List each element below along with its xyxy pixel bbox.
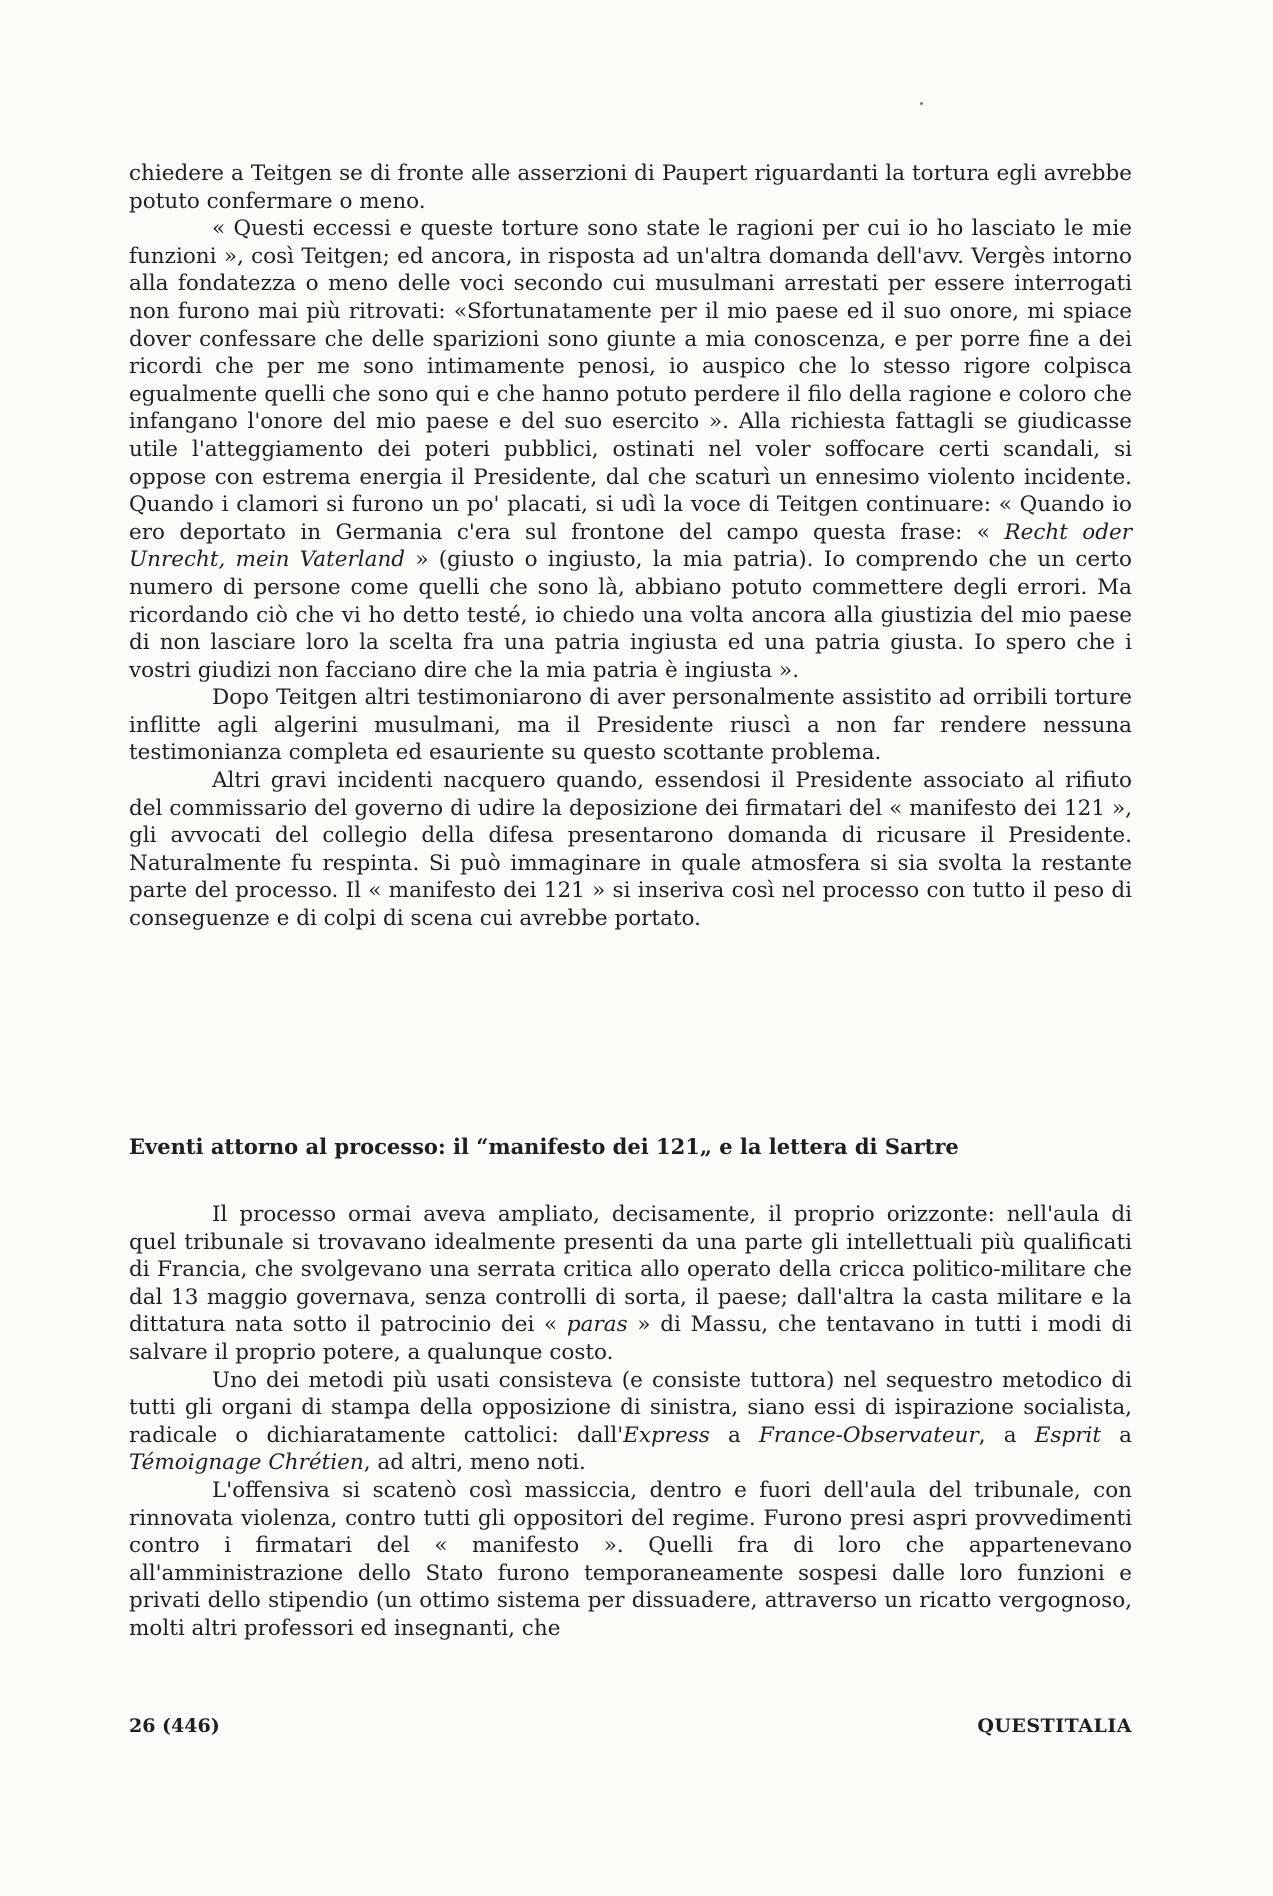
paragraph [129, 1367, 1132, 1477]
italic-run: paras [566, 1312, 628, 1338]
body-text-top [129, 160, 1132, 933]
italic-run: Recht oder Unrecht, mein Vaterland [129, 519, 1132, 573]
text-run: a [709, 1422, 759, 1448]
text-run: , ad altri, meno noti. [363, 1450, 586, 1476]
journal-name: QUESTITALIA [977, 1715, 1132, 1737]
paragraph [129, 1201, 1132, 1367]
text-run: » di Massu, che tentavano in tutti i modi di salvare il proprio potere, a qualunque costo. [129, 1312, 1133, 1365]
text-run: Il processo ormai aveva ampliato, decisamente, il proprio orizzonte: nell'aula di quel tribunale si trovavano idealmente presenti da una parte gli intellettuali più qualificati di Francia, che svolgevano una serrata critica allo operato della cricca politico-militare che dal 13 maggio governava, senza controlli di sorta, il paese; dall'altra la casta militare e la dittatura nata sotto il patrocinio dei « [129, 1202, 1132, 1338]
section-heading: Eventi attorno al processo: il “manifesto dei 121„ e la lettera di Sartre [129, 1134, 959, 1159]
paragraph [129, 215, 1132, 684]
paragraph [129, 160, 1132, 215]
italic-run: France-Observateur [758, 1422, 979, 1448]
text-run: a [1101, 1422, 1132, 1448]
italic-run: Express [623, 1422, 710, 1448]
italic-run: Témoignage Chrétien [129, 1450, 364, 1476]
paragraph [129, 1477, 1132, 1643]
paragraph [129, 684, 1132, 767]
text-run: » (giusto o ingiusto, la mia patria). Io comprendo che un certo numero di persone come quelli che sono là, abbiano potuto commettere degli errori. Ma ricordando ciò che vi ho detto testé, io chiedo una volta ancora alla giustizia del mio paese di non lasciare loro la scelta fra una patria ingiusta ed una patria giusta. Io spero che i vostri giudizi non facciano dire che la mia patria è ingiusta ». [129, 547, 1132, 683]
paragraph [129, 767, 1132, 933]
text-run: L'offensiva si scatenò così massiccia, dentro e fuori dell'aula del tribunale, con rinnovata violenza, contro tutti gli oppositori del regime. Furono presi aspri provvedimenti contro i firmatari del « manifesto ». Quelli fra di loro che appartenevano all'amministrazione dello Stato furono temporaneamente sospesi dalle loro funzioni e privati dello stipendio (un ottimo sistema per dissuadere, attraverso un ricatto vergognoso, molti altri professori ed insegnanti, che [129, 1477, 1132, 1641]
text-run: Altri gravi incidenti nacquero quando, essendosi il Presidente associato al rifiuto del commissario del governo di udire la deposizione dei firmatari del « manifesto dei 121 », gli avvocati del collegio della difesa presentarono domanda di ricusare il Presidente. Naturalmente fu respinta. Si può immaginare in quale atmosfera si sia svolta la restante parte del processo. Il « manifesto dei 121 » si inseriva così nel processo con tutto il peso di conseguenze e di colpi di scena cui avrebbe portato. [129, 768, 1132, 932]
text-run: , a [978, 1422, 1035, 1448]
italic-run: Esprit [1034, 1422, 1102, 1448]
scan-mark [920, 102, 923, 105]
body-text-bottom [129, 1201, 1132, 1643]
page-number: 26 (446) [129, 1715, 220, 1737]
text-run: « Questi eccessi e queste torture sono state le ragioni per cui io ho lasciato le mie funzioni », così Teitgen; ed ancora, in risposta ad un'altra domanda dell'avv. Vergès intorno alla fondatezza o meno delle voci secondo cui musulmani arrestati per essere interrogati non furono mai più ritrovati: «Sfortunatamente per il mio paese ed il suo onore, mi spiace dover confessare che delle sparizioni sono giunte a mia conoscenza, e per porre fine a dei ricordi che per me sono intimamente penosi, io auspico che lo stesso rigore colpisca egualmente quelli che sono qui e che hanno potuto perdere il filo della ragione e coloro che infangano l'onore del mio paese e del suo esercito ». Alla richiesta fattagli se giudicasse utile l'atteggiamento dei poteri pubblici, ostinati nel voler soffocare certi scandali, si oppose con estrema energia il Presidente, dal che scaturì un ennesimo violento incidente. Quando i clamori si furono un po' placati, si udì la voce di Teitgen continuare: « Quando io ero deportato in Germania c'era sul frontone del campo questa frase: « [129, 216, 1132, 545]
text-run: Dopo Teitgen altri testimoniarono di aver personalmente assistito ad orribili torture inflitte agli algerini musulmani, ma il Presidente riuscì a non far rendere nessuna testimonianza completa ed esauriente su questo scottante problema. [129, 685, 1132, 766]
text-run: chiedere a Teitgen se di fronte alle asserzioni di Paupert riguardanti la tortura egli avrebbe potuto confermare o meno. [129, 161, 1132, 214]
text-run: Uno dei metodi più usati consisteva (e consiste tuttora) nel sequestro metodico di tutti gli organi di stampa della opposizione di sinistra, siano essi di ispirazione socialista, radicale o dichiaratamente cattolici: dall' [129, 1367, 1132, 1448]
